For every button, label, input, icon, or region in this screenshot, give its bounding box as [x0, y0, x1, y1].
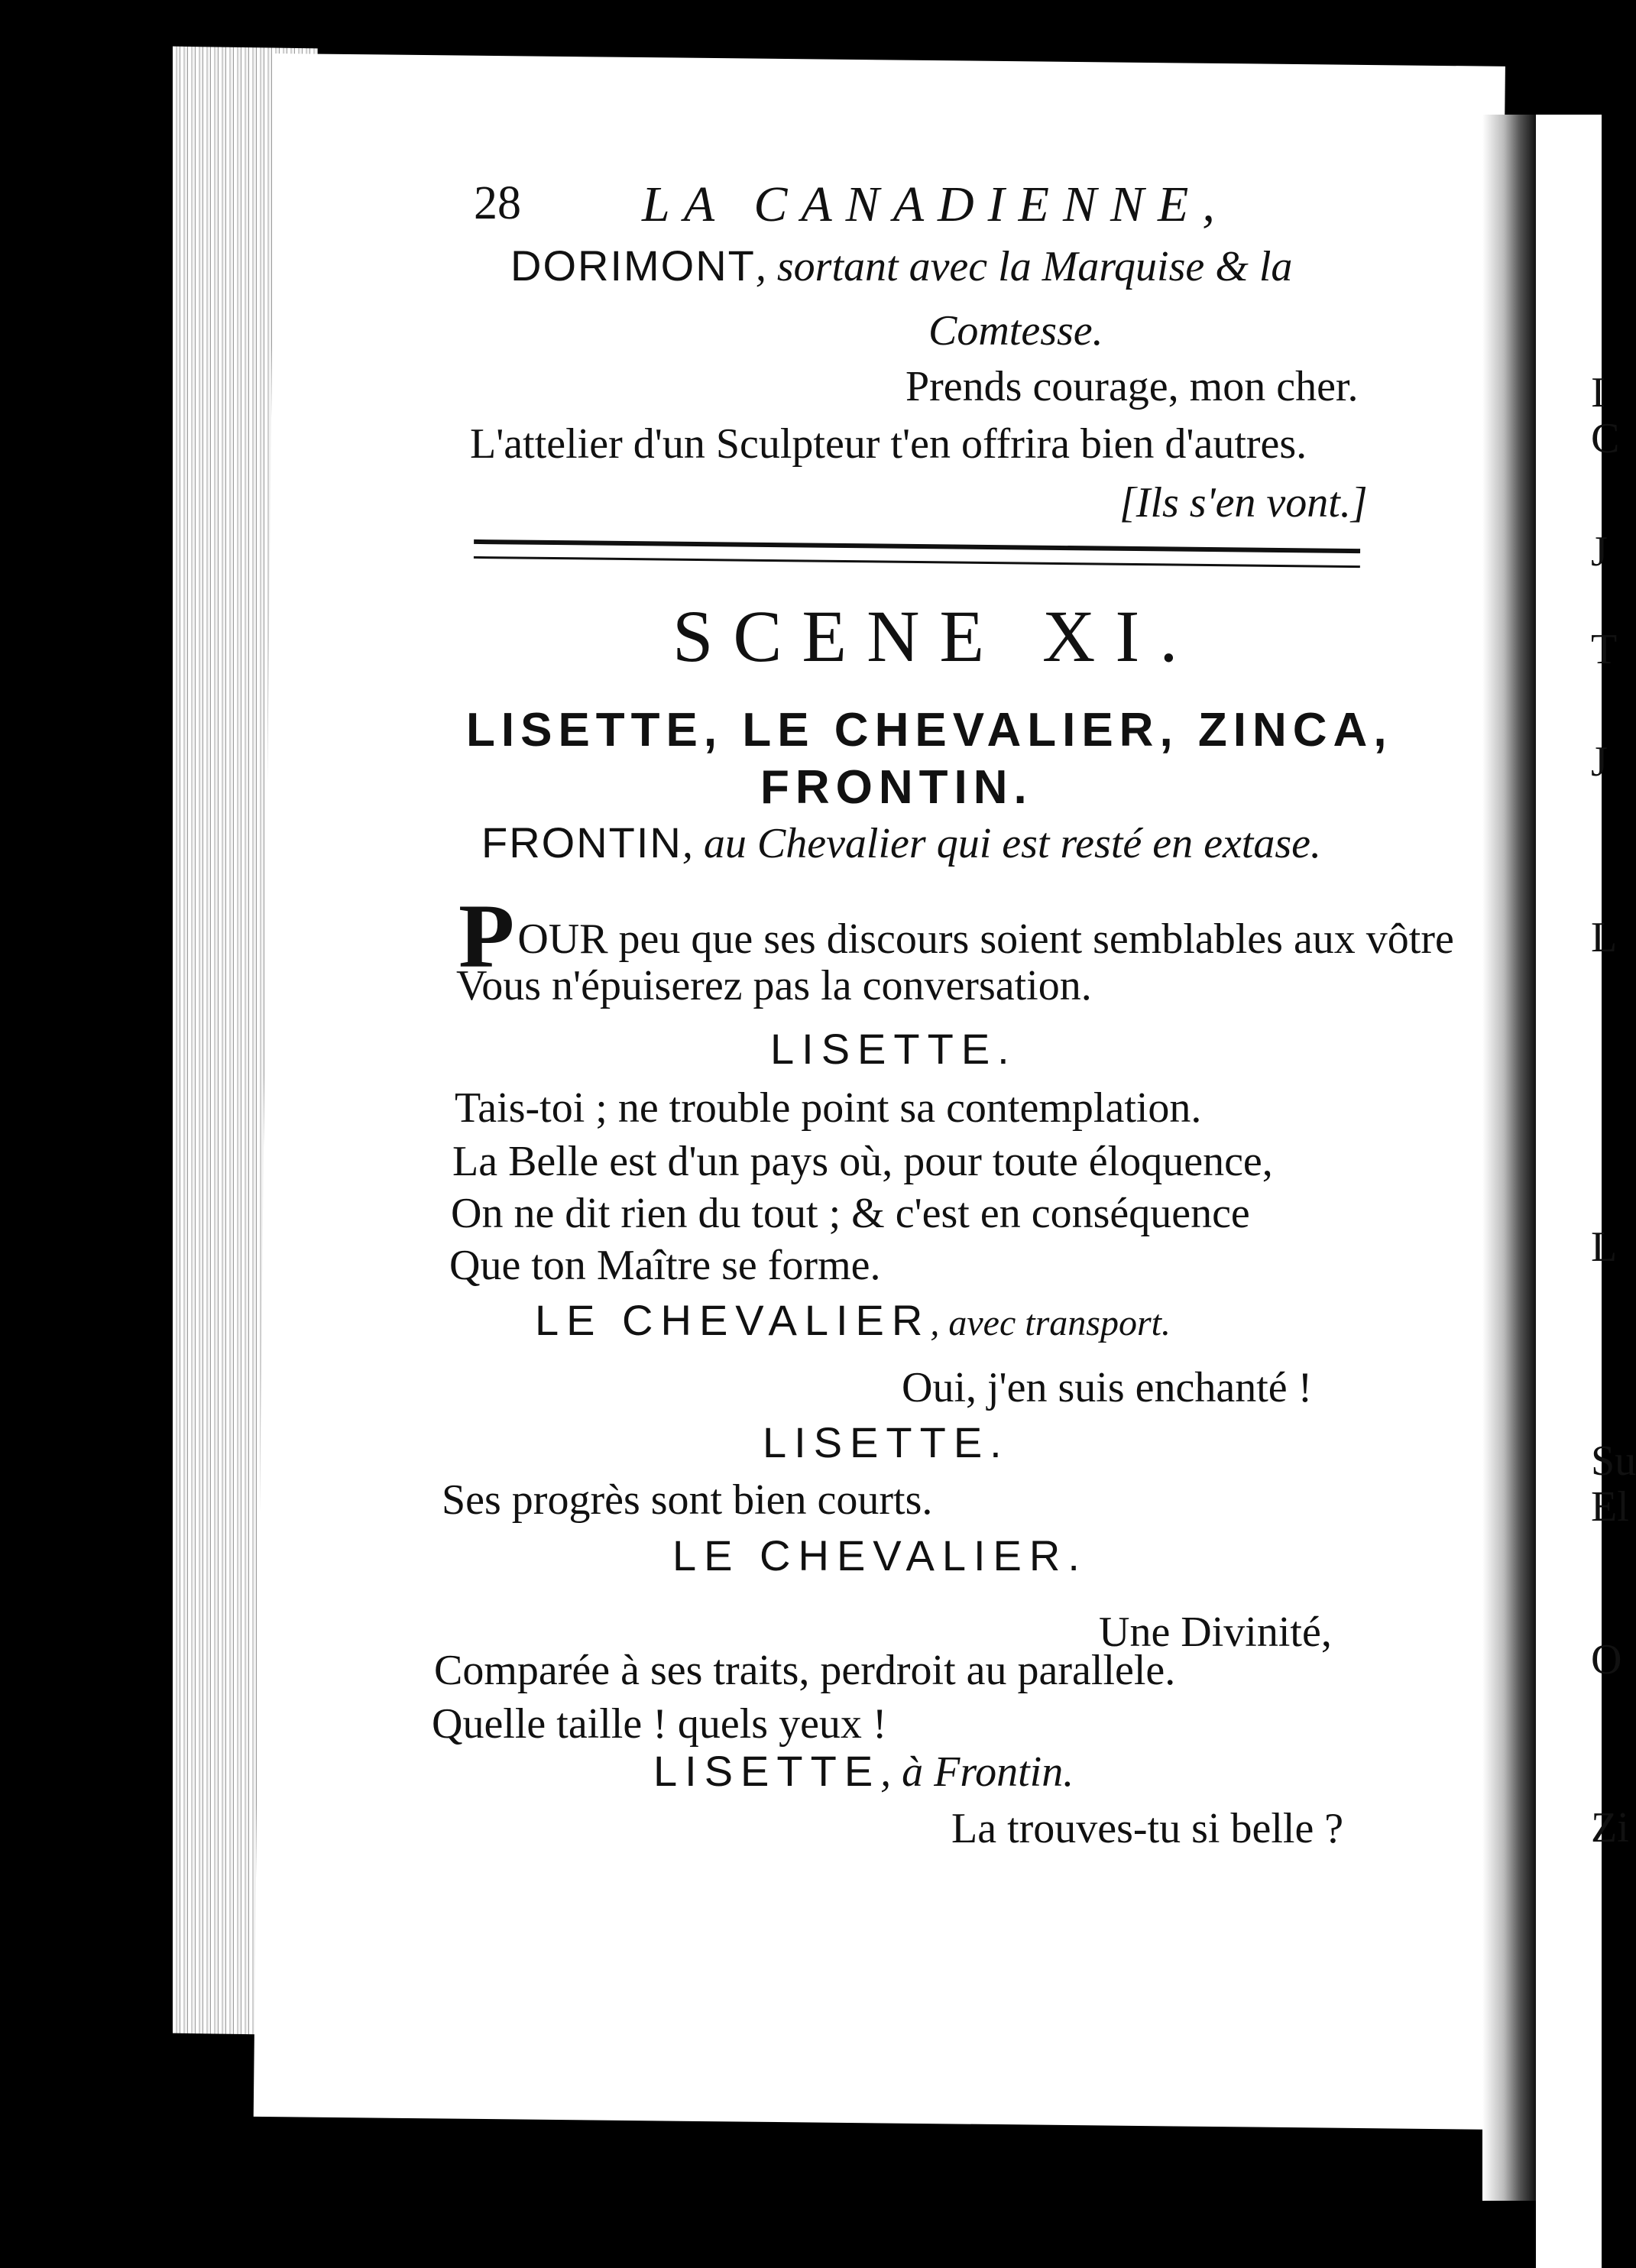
speaker-name: FRONTIN: [481, 818, 682, 867]
stage-direction: , sortant avec la Marquise & la: [755, 243, 1293, 290]
verse-line: Prends courage, mon cher.: [905, 363, 1359, 410]
verse-text: OUR peu que ses discours soient semblables aux vôtre: [517, 915, 1454, 963]
verse-line: Vous n'épuiserez pas la conversation.: [456, 962, 1092, 1009]
facing-fragment: I: [1591, 369, 1605, 416]
speech-line: [481, 818, 1322, 867]
page-number: 28: [474, 177, 521, 229]
scene-title: SCENE XI.: [672, 595, 1198, 677]
facing-fragment: Su: [1591, 1437, 1636, 1485]
verse-line: Une Divinité,: [1099, 1609, 1332, 1656]
verse-line: Comparée à ses traits, perdroit au parallele.: [434, 1647, 1176, 1694]
verse-line: Tais-toi ; ne trouble point sa contemplation.: [455, 1084, 1202, 1132]
character-list: FRONTIN.: [760, 761, 1033, 814]
stage-direction: , avec transport.: [930, 1303, 1171, 1343]
facing-fragment: L: [1591, 1223, 1618, 1271]
speech-line: [535, 1296, 1171, 1344]
facing-fragment: J: [1591, 528, 1608, 575]
speaker-name: LISETTE: [653, 1747, 881, 1795]
verse-line: Quelle taille ! quels yeux !: [432, 1700, 887, 1748]
speaker-name: LE CHEVALIER.: [672, 1531, 1087, 1580]
stage-direction: Comtesse.: [928, 307, 1103, 355]
facing-fragment: C: [1591, 415, 1620, 462]
speech-line: [510, 241, 1293, 290]
speaker-name: LE CHEVALIER: [535, 1296, 931, 1344]
speaker-name: LISETTE.: [770, 1025, 1017, 1073]
stage-direction: , au Chevalier qui est resté en extase.: [682, 820, 1322, 867]
verse-line: L'attelier d'un Sculpteur t'en offrira bien d'autres.: [470, 420, 1307, 468]
verse-line: Ses progrès sont bien courts.: [442, 1476, 933, 1524]
book-gutter: [1482, 115, 1536, 2201]
stage-direction: [Ils s'en vont.]: [1119, 479, 1368, 526]
verse-line: La Belle est d'un pays où, pour toute éloquence,: [452, 1138, 1273, 1185]
verse-line: La trouves-tu si belle ?: [951, 1805, 1344, 1852]
facing-fragment: L: [1591, 914, 1618, 961]
facing-fragment: O: [1591, 1636, 1622, 1683]
verse-line: Que ton Maître se forme.: [449, 1242, 881, 1289]
speaker-name: LISETTE.: [763, 1418, 1009, 1466]
facing-fragment: El: [1591, 1483, 1629, 1531]
running-head: LA CANADIENNE,: [642, 177, 1229, 232]
speaker-name: DORIMONT: [510, 241, 756, 290]
verse-line: Oui, j'en suis enchanté !: [902, 1364, 1313, 1411]
facing-fragment: J: [1591, 738, 1608, 786]
character-list: LISETTE, LE CHEVALIER, ZINCA,: [466, 704, 1393, 757]
drop-cap: P: [458, 885, 515, 987]
facing-fragment: T: [1591, 626, 1618, 673]
speech-line: [653, 1747, 1074, 1796]
facing-page: [1536, 115, 1636, 2268]
facing-fragment: Zi: [1591, 1804, 1629, 1852]
verse-line: On ne dit rien du tout ; & c'est en conséquence: [451, 1190, 1250, 1237]
stage-direction: , à Frontin.: [880, 1748, 1074, 1796]
